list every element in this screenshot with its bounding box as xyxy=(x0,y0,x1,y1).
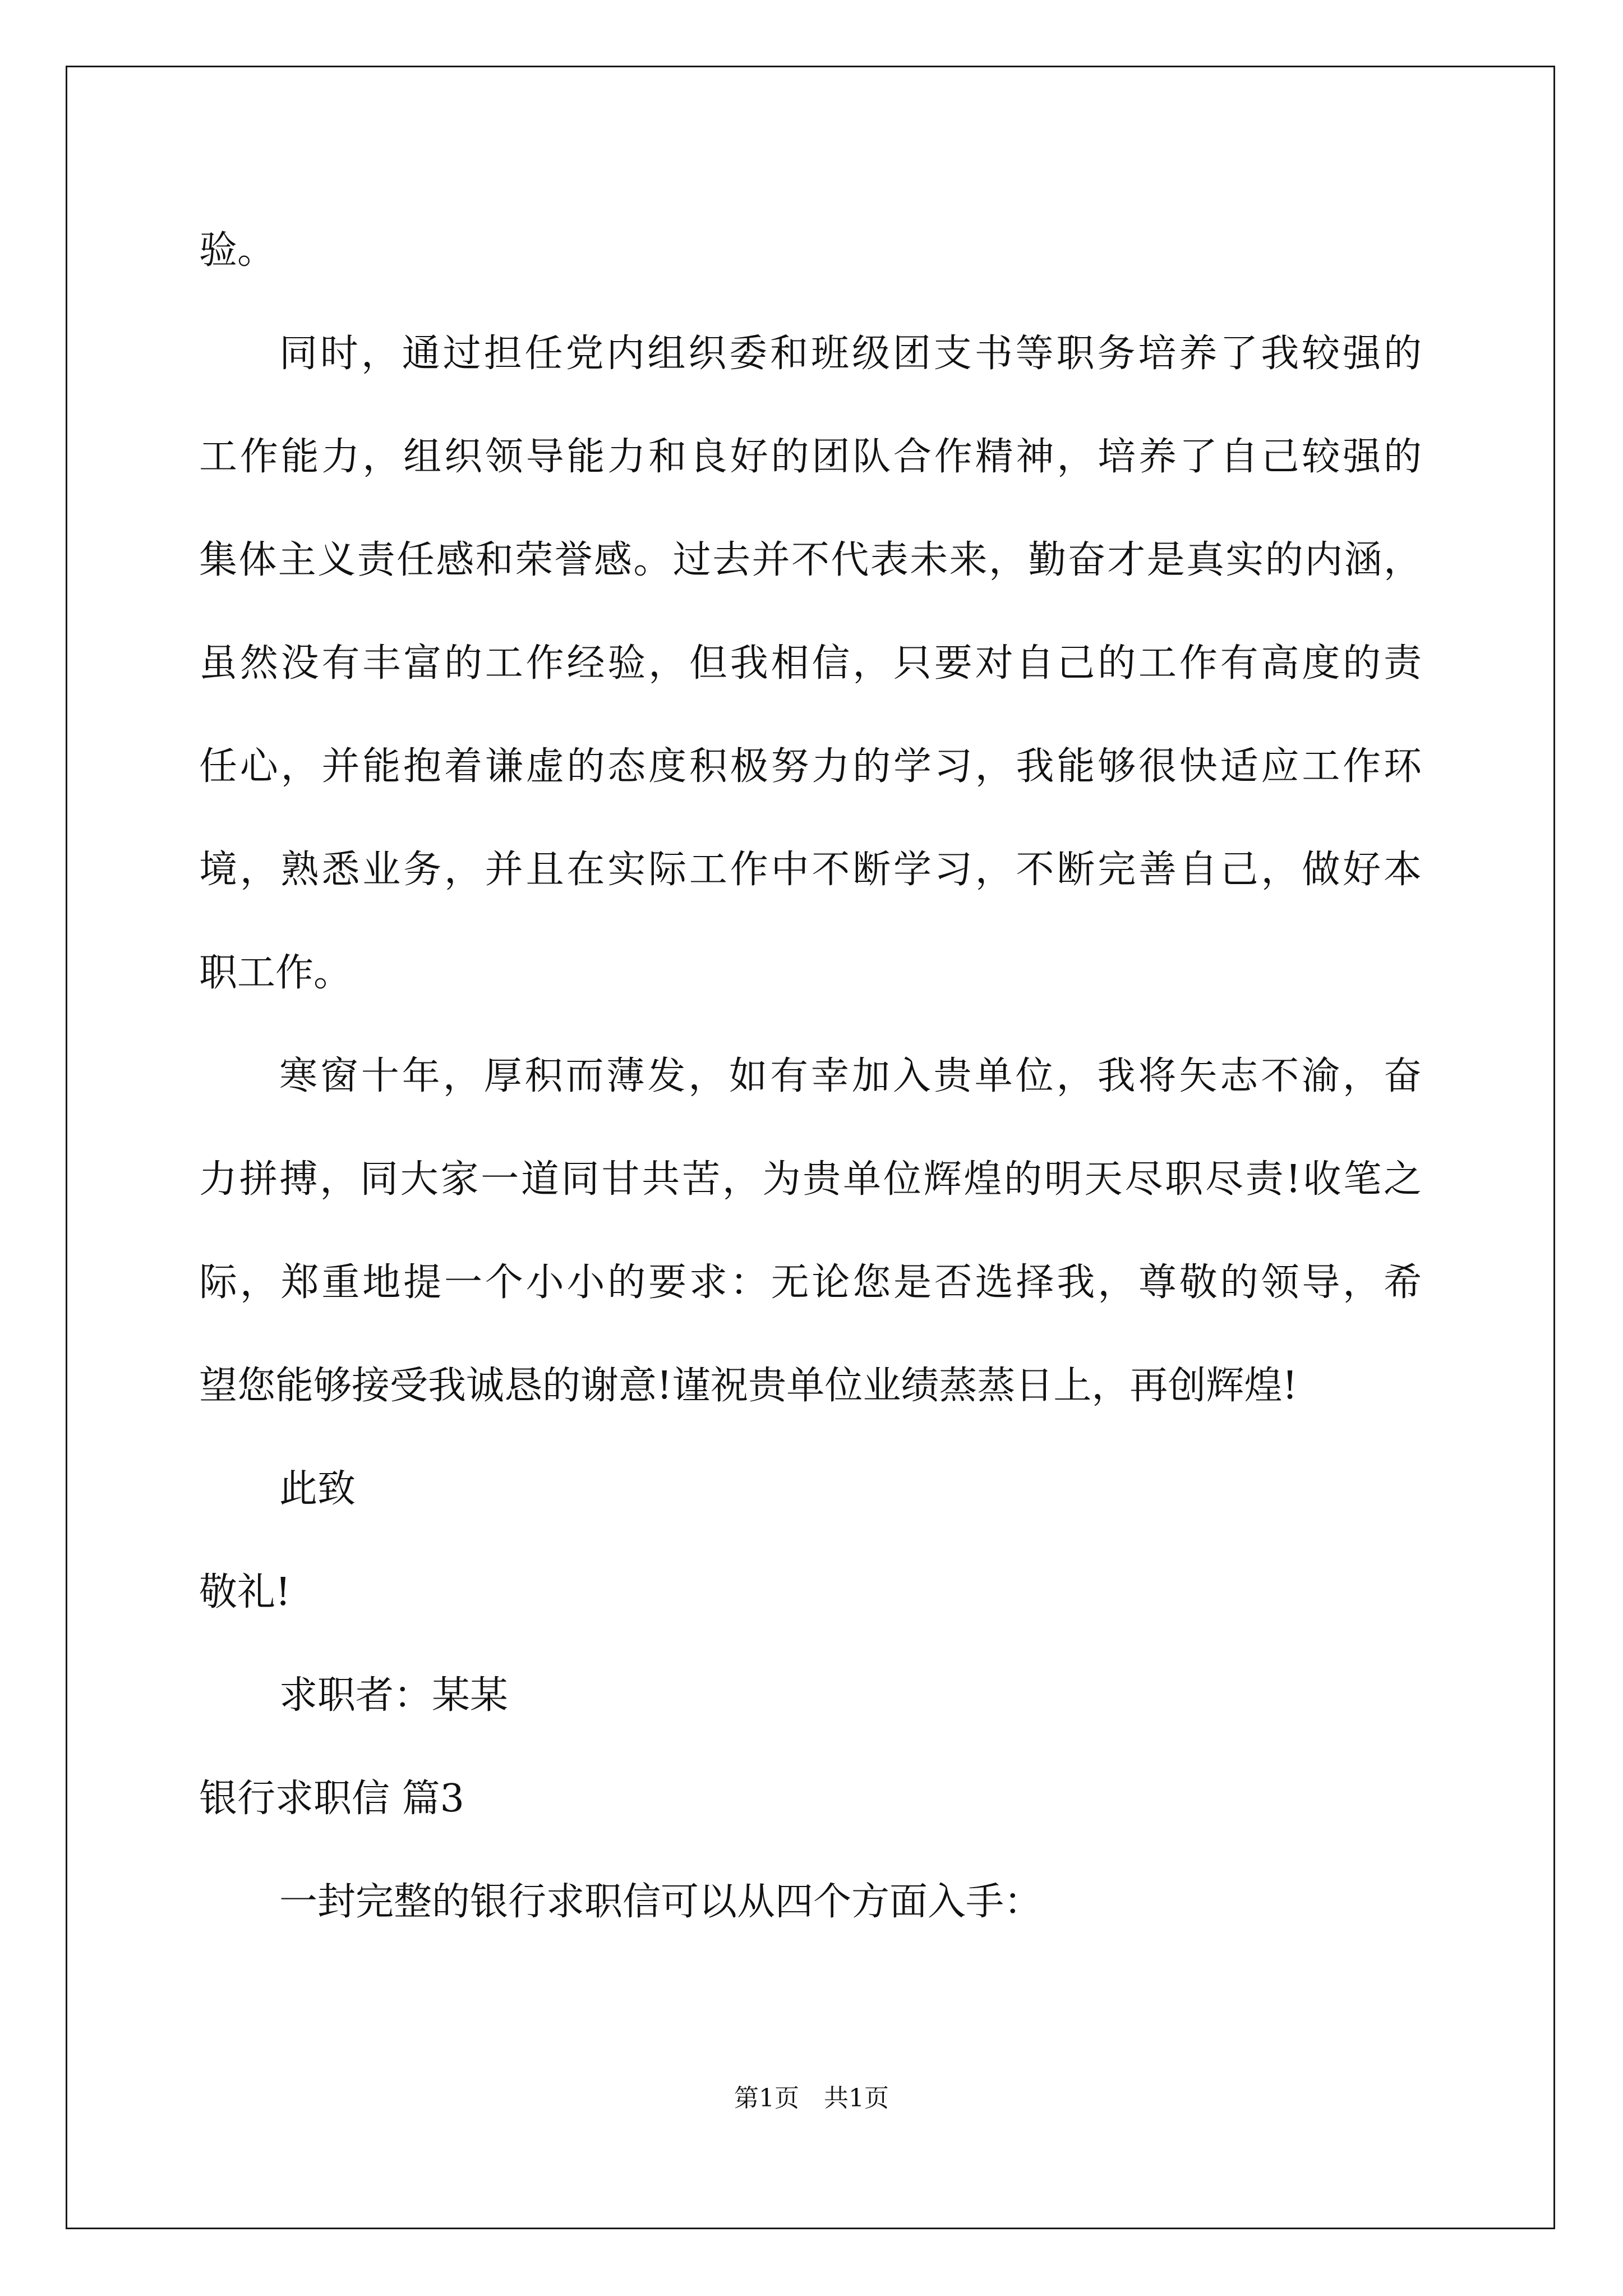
text-line: 境，熟悉业务，并且在实际工作中不断学习，不断完善自己，做好本 xyxy=(199,848,1422,892)
text-line: 集体主义责任感和荣誉感。过去并不代表未来，勤奋才是真实的内涵， xyxy=(199,538,1422,582)
text-line: 一封完整的银行求职信可以从四个方面入手： xyxy=(279,1880,1043,1924)
section-heading: 银行求职信 篇3 xyxy=(199,1777,464,1821)
text-line: 工作能力，组织领导能力和良好的团队合作精神，培养了自己较强的 xyxy=(199,435,1422,479)
text-line: 任心，并能抱着谦虚的态度积极努力的学习，我能够很快适应工作环 xyxy=(199,744,1422,789)
closing-line: 敬礼! xyxy=(199,1570,291,1614)
text-line: 虽然没有丰富的工作经验，但我相信，只要对自己的工作有高度的责 xyxy=(199,641,1422,685)
text-line: 望您能够接受我诚恳的谢意!谨祝贵单位业绩蒸蒸日上，再创辉煌! xyxy=(199,1364,1298,1408)
page-number: 第1页 共1页 xyxy=(734,2084,889,2113)
text-line: 际，郑重地提一个小小的要求：无论您是否选择我，尊敬的领导，希 xyxy=(199,1260,1422,1305)
signature-line: 求职者：某某 xyxy=(279,1673,509,1718)
text-line: 同时，通过担任党内组织委和班级团支书等职务培养了我较强的 xyxy=(279,332,1422,376)
text-line: 验。 xyxy=(199,228,276,273)
salutation-line: 此致 xyxy=(279,1467,356,1511)
text-line: 寒窗十年，厚积而薄发，如有幸加入贵单位，我将矢志不渝，奋 xyxy=(279,1054,1422,1098)
text-line: 力拼搏，同大家一道同甘共苦，为贵单位辉煌的明天尽职尽责!收笔之 xyxy=(199,1157,1422,1202)
text-line: 职工作。 xyxy=(199,951,352,995)
